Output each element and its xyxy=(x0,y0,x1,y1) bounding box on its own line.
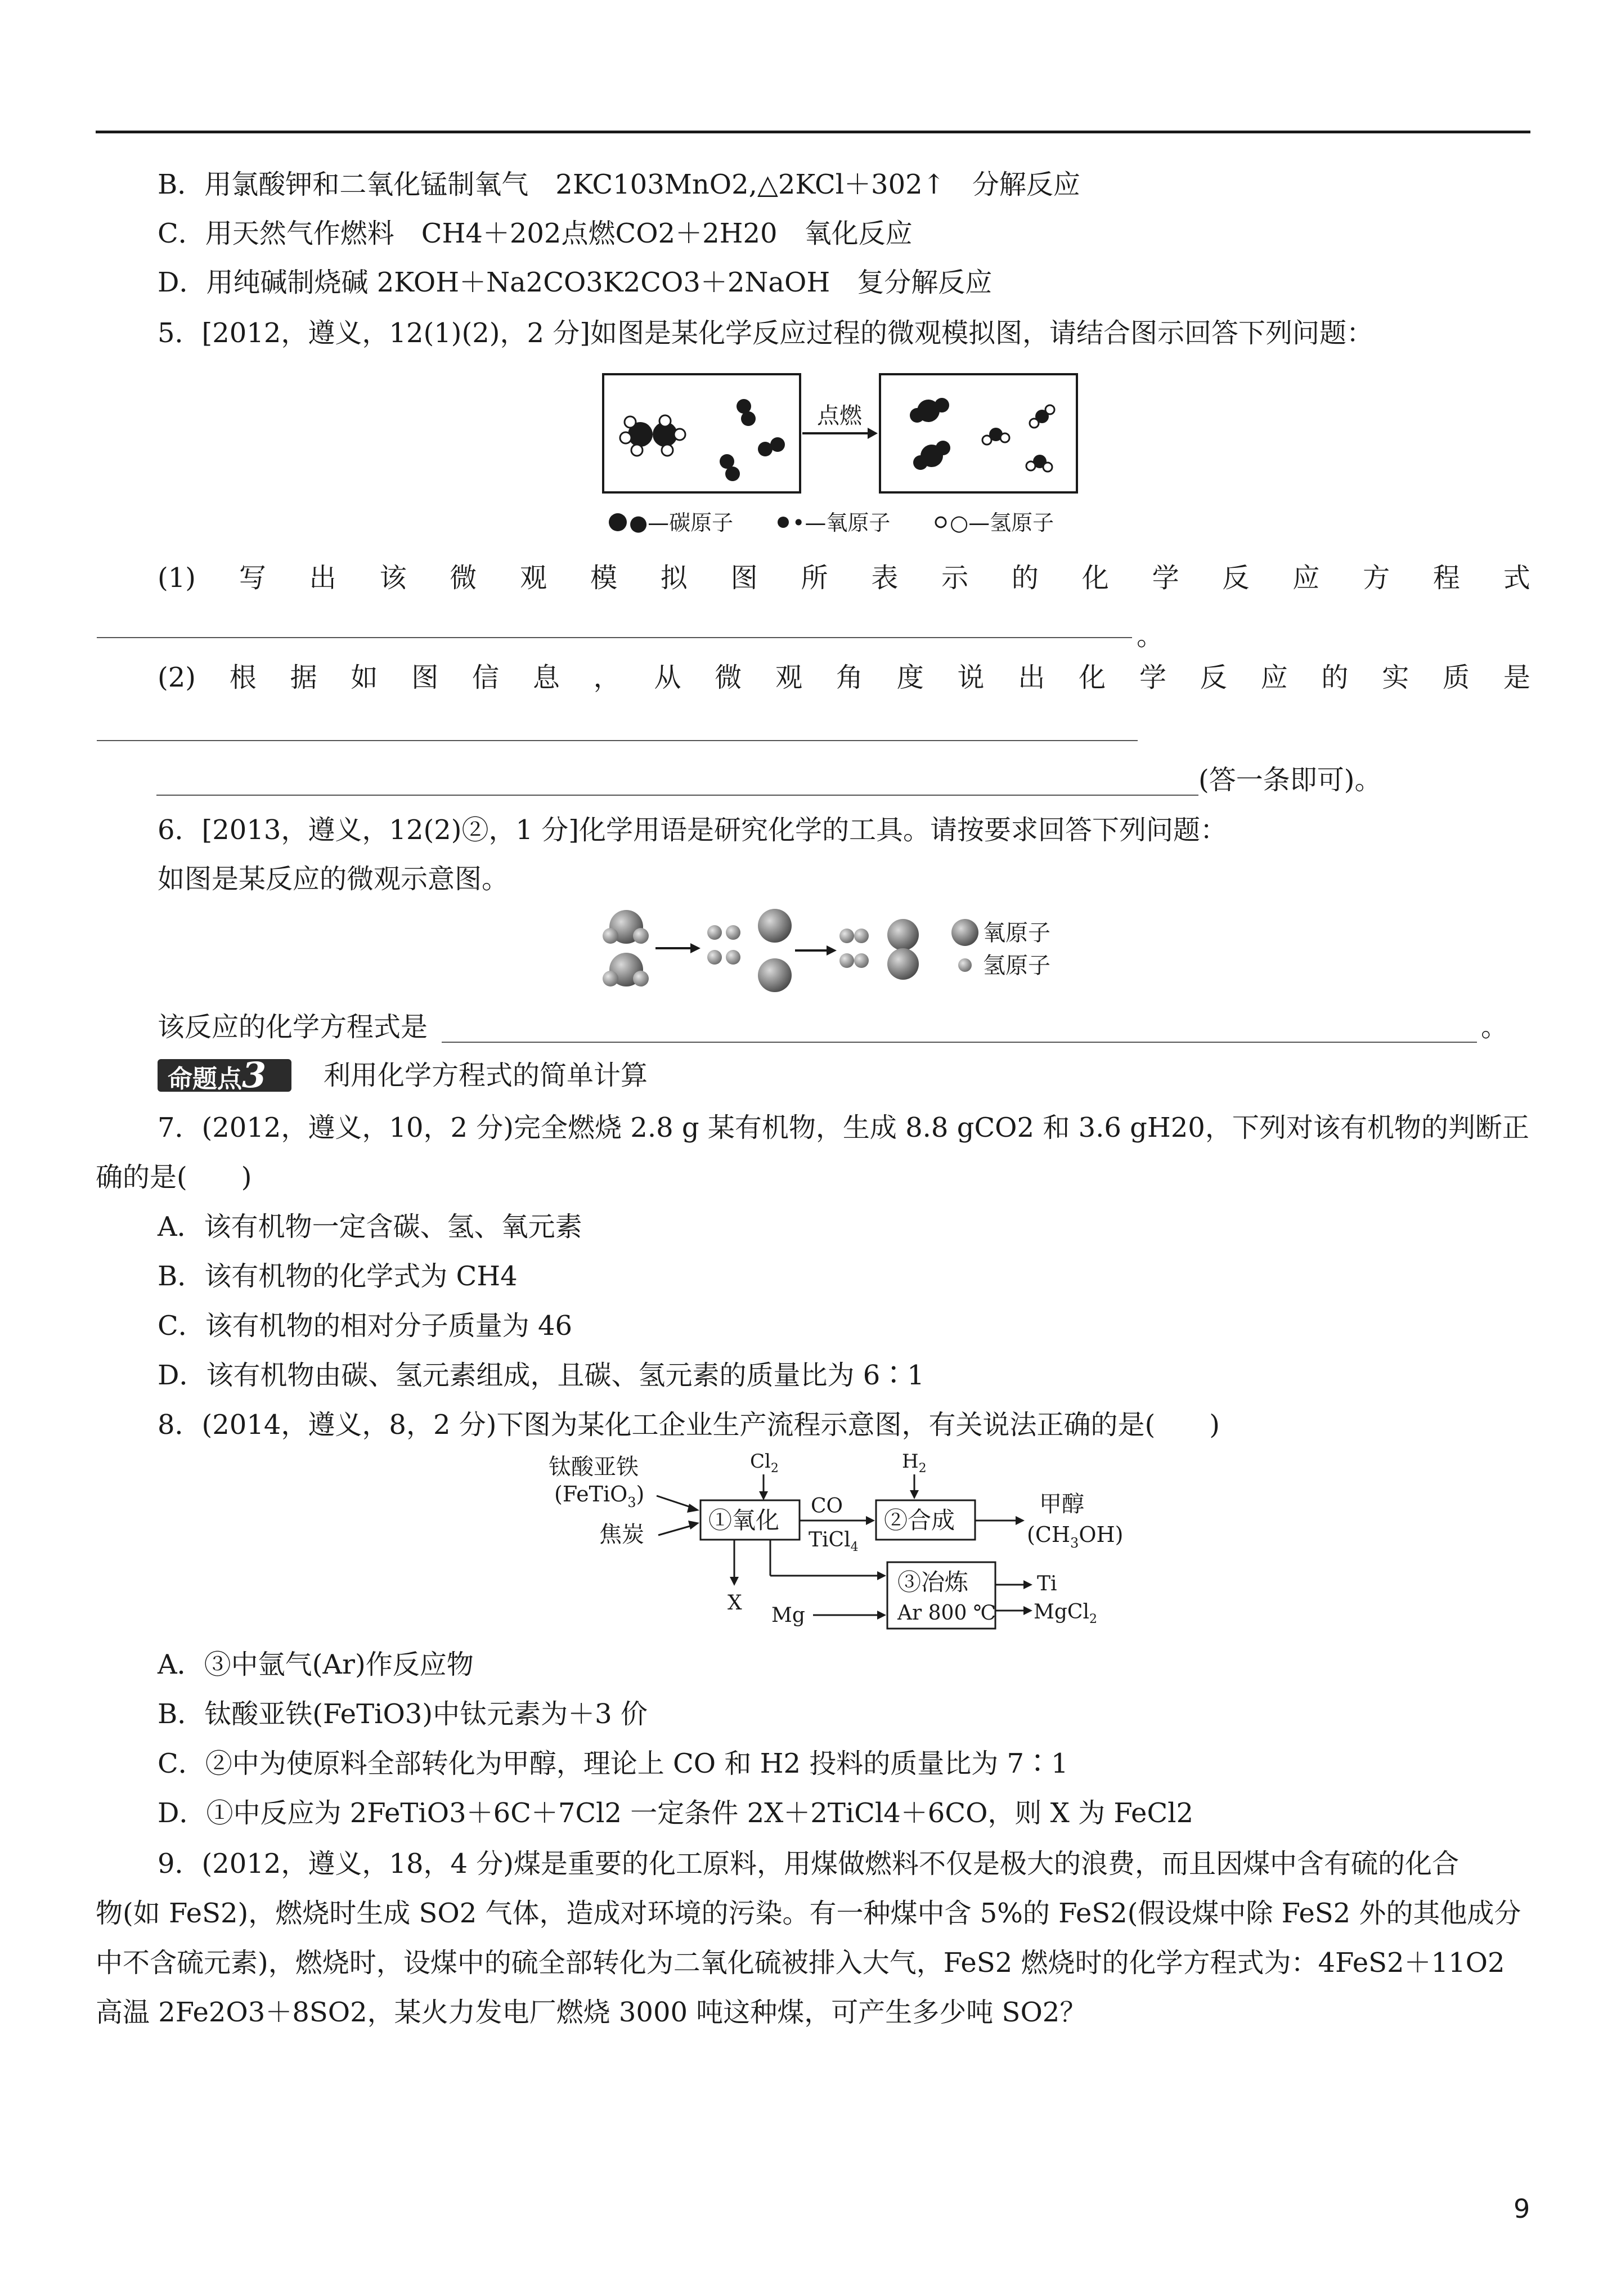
q6-answer-blank[interactable] xyxy=(442,1042,1477,1043)
q5-sub2-answer-blank-1[interactable] xyxy=(97,740,1138,741)
svg-text:甲醇 xyxy=(1039,1491,1084,1517)
q5-sub1-char: 该 xyxy=(379,562,407,594)
q5-sub2-char: 信 xyxy=(472,662,500,693)
input-label: 焦炭 xyxy=(599,1522,644,1548)
q4-option-b: B．用氯酸钾和二氧化锰制氧气 2KC103MnO2,△2KCl＋302↑ 分解反应 xyxy=(158,169,1080,200)
q8-flow-diagram xyxy=(549,1452,1145,1649)
q7-stem-line2: 确的是( ) xyxy=(96,1162,252,1193)
q5-sub2-char: 息 xyxy=(532,662,560,693)
q5-sub1-char: 观 xyxy=(520,562,547,594)
input-formula: (FeTiO xyxy=(554,1482,628,1506)
mg-label: Mg xyxy=(771,1604,805,1627)
q5-sub1-char: 学 xyxy=(1152,562,1179,594)
svg-text:③冶炼 xyxy=(897,1568,969,1596)
section-title: 利用化学方程式的简单计算 xyxy=(324,1060,648,1091)
q6-answer-end: 。 xyxy=(1481,1011,1508,1043)
ti-label: Ti xyxy=(1037,1572,1057,1595)
q5-sub1-char: 写 xyxy=(239,562,266,594)
q5-sub2-char: 如 xyxy=(351,662,378,693)
q5-sub2-char: 说 xyxy=(957,662,985,693)
q5-sub1-char: 程 xyxy=(1433,562,1460,594)
q7-option-b: B．该有机物的化学式为 CH4 xyxy=(158,1261,518,1292)
q5-sub2-char: 出 xyxy=(1018,662,1045,693)
legend-hydrogen-label: 氢原子 xyxy=(983,953,1050,979)
svg-text:X xyxy=(728,1591,742,1615)
q5-sub2-char: 质 xyxy=(1443,662,1470,693)
page-number: 9 xyxy=(1514,2194,1530,2224)
svg-text:TiCl4 xyxy=(809,1528,859,1554)
q5-sub2-end: (答一条即可)。 xyxy=(1198,764,1382,796)
input-formula-close: ) xyxy=(636,1482,645,1506)
q5-sub1-answer-blank[interactable] xyxy=(97,637,1132,638)
legend-oxygen-label: 氧原子 xyxy=(983,920,1050,946)
input-label: 钛酸亚铁 xyxy=(549,1454,639,1480)
q5-sub1-char: 反 xyxy=(1222,562,1250,594)
oxygen-molecules xyxy=(720,399,785,481)
q9-stem-line3: 中不含硫元素)，燃烧时，设煤中的硫全部转化为二氧化硫被排入大气，FeS2 燃烧时的化学方程式为：4FeS2＋11O2 xyxy=(96,1947,1505,1979)
svg-text:(FeTiO3) xyxy=(554,1482,644,1510)
svg-text:CO xyxy=(811,1495,843,1518)
q5-sub2-char: 是 xyxy=(1503,662,1530,693)
q5-sub2-char: 角 xyxy=(836,662,863,693)
q5-stem: 5．[2012，遵义，12(1)(2)，2 分]如图是某化学反应过程的微观模拟图，请结合图示回答下列问题： xyxy=(158,317,1374,349)
q5-sub2-char: 微 xyxy=(715,662,742,693)
q5-sub1-char: 微 xyxy=(450,562,477,594)
q8-option-c: C．②中为使原料全部转化为甲醇，理论上 CO 和 H2 投料的质量比为 7∶1 xyxy=(158,1748,1068,1779)
step-smelting-condition: Ar 800 ℃ xyxy=(897,1602,996,1625)
q5-sub1-char: (1) xyxy=(158,562,196,594)
q5-sub2-char: 应 xyxy=(1260,662,1288,693)
q8-option-b: B．钛酸亚铁(FeTiO3)中钛元素为＋3 价 xyxy=(158,1698,648,1730)
q5-sub2-answer-blank-2[interactable] xyxy=(156,795,1198,796)
q5-sub2-char: 学 xyxy=(1139,662,1166,693)
q5-sub2-char: 实 xyxy=(1382,662,1409,693)
q7-option-a: A．该有机物一定含碳、氢、氧元素 xyxy=(158,1211,582,1243)
reaction-condition-label: 点燃 xyxy=(817,403,862,429)
step-smelting: ③冶炼 xyxy=(897,1568,969,1596)
q5-sub2-char: 化 xyxy=(1079,662,1106,693)
q5-sub2-char: 观 xyxy=(775,662,803,693)
svg-text:Cl2 xyxy=(750,1452,779,1476)
q6-reaction-diagram xyxy=(594,903,1100,993)
chlorine-label: Cl xyxy=(750,1452,771,1473)
q8-option-d: D．①中反应为 2FeTiO3＋6C＋7Cl2 一定条件 2X＋2TiCl4＋6CO，则 X 为 FeCl2 xyxy=(158,1797,1194,1829)
q5-sub2-char: 据 xyxy=(290,662,317,693)
q5-sub1-char: 示 xyxy=(941,562,969,594)
svg-text:Mg xyxy=(771,1604,805,1627)
q7-option-c: C．该有机物的相对分子质量为 46 xyxy=(158,1310,573,1342)
svg-text:H2 xyxy=(902,1452,927,1476)
water-molecules xyxy=(982,405,1054,472)
q5-sub1-char: 模 xyxy=(590,562,617,594)
q5-legend xyxy=(609,510,1054,535)
hydrocarbon-molecule xyxy=(620,415,685,456)
svg-text:①氧化 xyxy=(708,1506,779,1534)
q5-reaction-diagram xyxy=(602,371,1086,546)
subscript: 2 xyxy=(1089,1612,1097,1626)
subscript: 4 xyxy=(850,1540,859,1554)
svg-text:MgCl2 xyxy=(1034,1600,1097,1626)
ticl4-label: TiCl xyxy=(809,1528,851,1551)
hydrogen-label: H xyxy=(902,1452,919,1473)
q5-sub1-char: 所 xyxy=(801,562,828,594)
q5-sub1-char: 出 xyxy=(309,562,336,594)
q5-sub2-char: 的 xyxy=(1321,662,1349,693)
carbon-dioxide-molecules xyxy=(910,398,950,470)
legend-label: ●—碳原子 xyxy=(629,510,734,535)
legend-label: •—氧原子 xyxy=(792,510,891,535)
q5-sub1-char: 的 xyxy=(1011,562,1039,594)
header-rule xyxy=(96,131,1530,133)
q7-option-d: D．该有机物由碳、氢元素组成，且碳、氢元素的质量比为 6∶1 xyxy=(158,1360,924,1391)
mgcl2-label: MgCl xyxy=(1034,1600,1089,1624)
svg-text:钛酸亚铁 xyxy=(549,1454,639,1480)
subscript: 3 xyxy=(1070,1535,1079,1551)
q5-sub1-char: 图 xyxy=(730,562,758,594)
q4-option-d: D．用纯碱制烧碱 2KOH＋Na2CO3K2CO3＋2NaOH 复分解反应 xyxy=(158,267,993,298)
step-synthesis: ②合成 xyxy=(884,1506,955,1534)
subscript: 2 xyxy=(770,1461,779,1476)
q6-answer-prompt: 该反应的化学方程式是 xyxy=(158,1011,428,1043)
q9-stem-line1: 9．(2012，遵义，18，4 分)煤是重要的化工原料，用煤做燃料不仅是极大的浪费，而且因煤中含有硫的化合 xyxy=(158,1848,1460,1880)
output-label: 甲醇 xyxy=(1039,1491,1084,1517)
q5-sub1-char: 方 xyxy=(1363,562,1390,594)
q5-sub2-char: 反 xyxy=(1200,662,1227,693)
subscript: 3 xyxy=(627,1495,636,1510)
q4-option-c: C．用天然气作燃料 CH4＋202点燃CO2＋2H20 氧化反应 xyxy=(158,218,913,249)
q5-sub2-char: 根 xyxy=(229,662,257,693)
q5-sub1-char: 表 xyxy=(871,562,899,594)
svg-text:焦炭 xyxy=(599,1522,644,1548)
q5-sub1-char: 化 xyxy=(1081,562,1109,594)
q7-stem-line1: 7．(2012，遵义，10，2 分)完全燃烧 2.8 g 某有机物，生成 8.8 gCO2 和 3.6 gH20，下列对该有机物的判断正 xyxy=(158,1112,1529,1143)
q5-sub1-char: 应 xyxy=(1292,562,1320,594)
svg-text:Ti xyxy=(1037,1572,1057,1595)
q5-sub2-char: 度 xyxy=(896,662,924,693)
q5-sub2-char: (2) xyxy=(158,662,196,693)
svg-text:(CH3OH) xyxy=(1027,1522,1123,1551)
q5-sub2-char: 图 xyxy=(411,662,439,693)
svg-text:Ar 800 ℃ xyxy=(897,1602,996,1625)
q9-stem-line4: 高温 2Fe2O3＋8SO2，某火力发电厂燃烧 3000 吨这种煤，可产生多少吨 SO2？ xyxy=(96,1997,1087,2028)
output-formula: (CH xyxy=(1027,1522,1071,1547)
q5-sub2-char: 从 xyxy=(654,662,681,693)
legend-label: ○—氢原子 xyxy=(950,510,1054,535)
co-label: CO xyxy=(811,1495,843,1518)
output-formula-close: OH) xyxy=(1079,1522,1124,1547)
q5-sub1-char: 拟 xyxy=(660,562,688,594)
q9-stem-line2: 物(如 FeS2)，燃烧时生成 SO2 气体，造成对环境的污染。有一种煤中含 5%的 FeS2(假设煤中除 FeS2 外的其他成分 xyxy=(96,1898,1521,1929)
section-tag: 命题点3 xyxy=(158,1059,291,1092)
q5-sub2-prompt xyxy=(158,660,1530,696)
q8-stem: 8．(2014，遵义，8，2 分)下图为某化工企业生产流程示意图，有关说法正确的是( ) xyxy=(158,1409,1220,1441)
x-label: X xyxy=(728,1591,742,1615)
svg-text:②合成 xyxy=(884,1506,955,1534)
q6-stem: 6．[2013，遵义，12(2)②，1 分]化学用语是研究化学的工具。请按要求回答下列问题： xyxy=(158,814,1228,846)
q5-sub1-char: 式 xyxy=(1503,562,1530,594)
q6-intro: 如图是某反应的微观示意图。 xyxy=(158,863,509,895)
subscript: 2 xyxy=(918,1461,927,1476)
step-oxidation: ①氧化 xyxy=(708,1506,780,1534)
q8-option-a: A．③中氩气(Ar)作反应物 xyxy=(158,1649,474,1680)
q5-sub2-char: ， xyxy=(593,662,621,693)
q5-sub1-end: 。 xyxy=(1137,620,1164,652)
q5-sub1-prompt xyxy=(158,560,1530,596)
